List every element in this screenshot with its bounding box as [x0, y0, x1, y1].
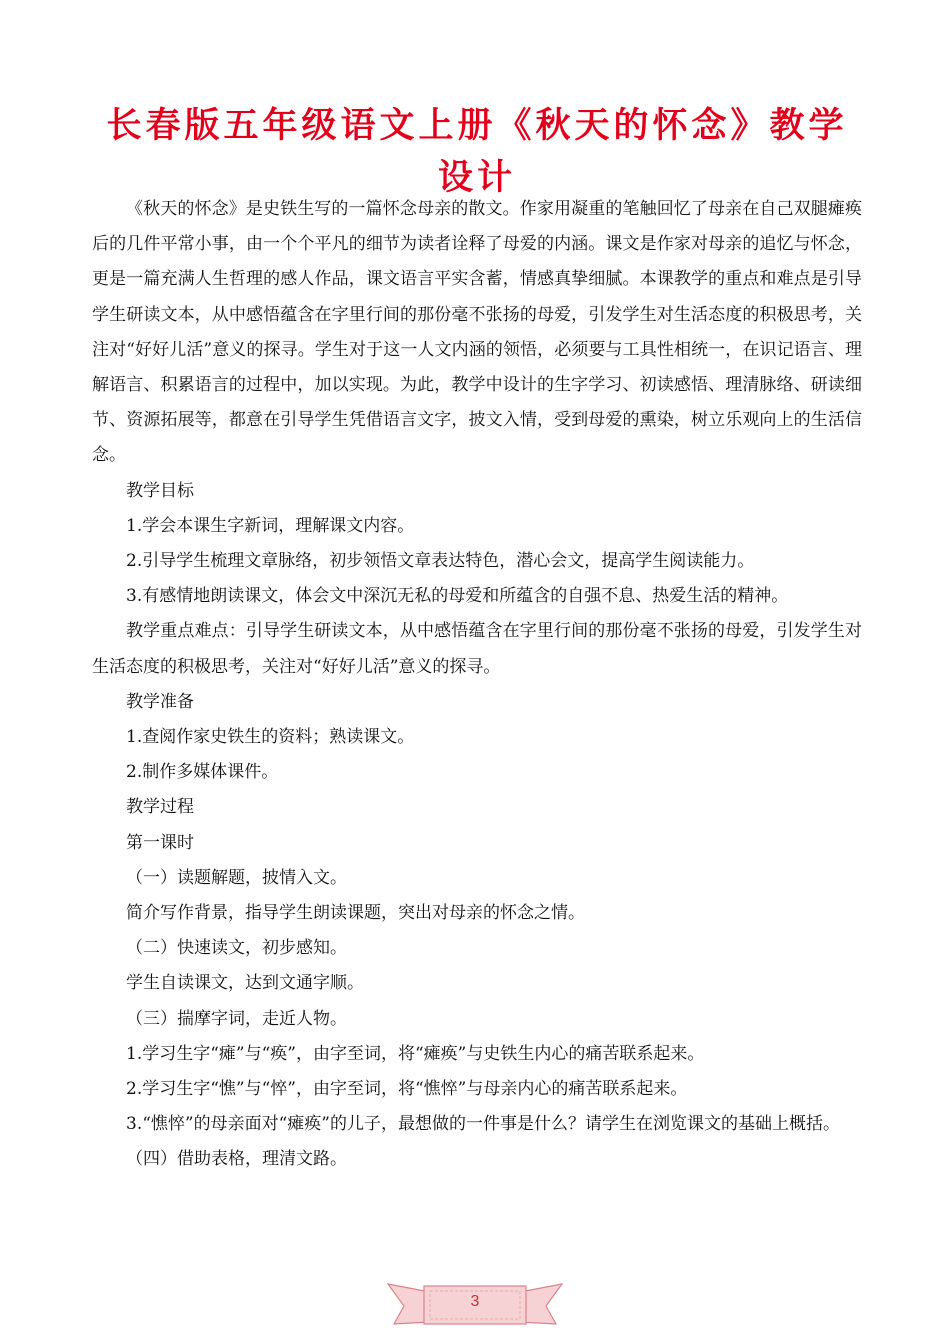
- key-difficulty-paragraph: 教学重点难点：引导学生研读文本，从中感悟蕴含在字里行间的那份毫不张扬的母爱，引发学生对生活态度的积极思考，关注对“好好儿活”意义的探寻。: [92, 621, 862, 677]
- intro-paragraph: 《秋天的怀念》是史铁生写的一篇怀念母亲的散文。作家用凝重的笔触回忆了母亲在自己双腿瘫痪后的几件平常小事，由一个个平凡的细节为读者诠释了母爱的内涵。课文是作家对母亲的追忆与怀念，更是一篇充满人生哲理的感人作品，课文语言平实含蓄，情感真挚细腻。本课教学的重点和难点是引导学生研读文本，从中感悟蕴含在字里行间的那份毫不张扬的母爱，引发学生对生活态度的积极思考，关注对“好好儿活”意义的探寻。学生对于这一人文内涵的领悟，必须要与工具性相统一，在识记语言、理解语言、积累语言的过程中，加以实现。为此，教学中设计的生字学习、初读感悟、理清脉络、研读细节、资源拓展等，都意在引导学生凭借语言文字，披文入情，受到母爱的熏染，树立乐观向上的生活信念。: [92, 199, 862, 466]
- step-paragraph: 学生自读课文，达到文通字顺。: [126, 973, 364, 994]
- goal-item: 2.引导学生梳理文章脉络，初步领悟文章表达特色，潜心会文，提高学生阅读能力。: [126, 551, 755, 572]
- section-heading-goals: 教学目标: [126, 480, 194, 501]
- section-heading-preparation: 教学准备: [126, 691, 194, 712]
- page-number-badge: [380, 1276, 570, 1336]
- lesson-heading: 第一课时: [126, 832, 194, 853]
- step-item: 1.学习生字“瘫”与“痪”，由字至词，将“瘫痪”与史铁生内心的痛苦联系起来。: [126, 1043, 705, 1064]
- document-title: 长春版五年级语文上册《秋天的怀念》教学设计: [106, 106, 848, 198]
- step-paragraph: 简介写作背景，指导学生朗读课题，突出对母亲的怀念之情。: [126, 903, 585, 924]
- step-heading: （三）揣摩字词，走近人物。: [126, 1008, 347, 1029]
- step-heading: （四）借助表格，理清文路。: [126, 1149, 347, 1170]
- step-item: 3.“憔悴”的母亲面对“瘫痪”的儿子，最想做的一件事是什么？请学生在浏览课文的基础上概括。: [126, 1114, 840, 1135]
- goal-item: 1.学会本课生字新词，理解课文内容。: [126, 515, 415, 536]
- step-item: 2.学习生字“憔”与“悴”，由字至词，将“憔悴”与母亲内心的痛苦联系起来。: [126, 1079, 688, 1100]
- preparation-item: 2.制作多媒体课件。: [126, 762, 279, 783]
- section-heading-process: 教学过程: [126, 797, 194, 818]
- document-body: [92, 192, 862, 1178]
- page-number: 3: [470, 1293, 480, 1310]
- step-heading: （二）快速读文，初步感知。: [126, 938, 347, 959]
- step-heading: （一）读题解题，披情入文。: [126, 867, 347, 888]
- goal-item: 3.有感情地朗读课文，体会文中深沉无私的母爱和所蕴含的自强不息、热爱生活的精神。: [126, 586, 789, 607]
- preparation-item: 1.查阅作家史铁生的资料；熟读课文。: [126, 727, 415, 748]
